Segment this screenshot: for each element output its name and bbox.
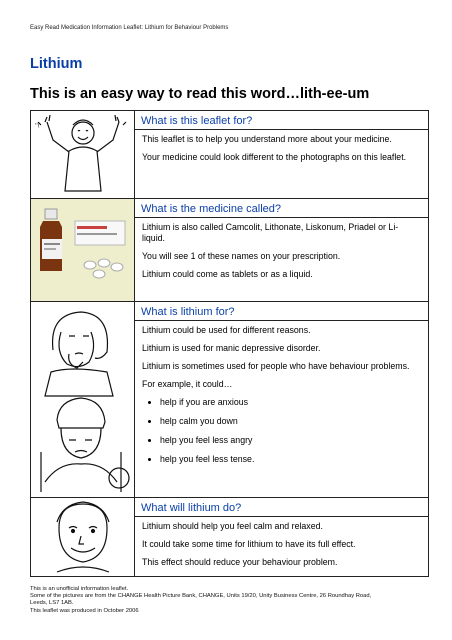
- paragraph: This leaflet is to help you understand more about your medicine.: [142, 134, 392, 144]
- cheering-person-icon: [31, 111, 134, 197]
- page-subtitle: This is an easy way to read this word…lith-ee-um: [30, 86, 370, 102]
- paragraph: You will see 1 of these names on your prescription.: [142, 251, 341, 261]
- section-what-will-do: [31, 497, 428, 576]
- paragraph: This effect should reduce your behaviour problem.: [142, 557, 338, 567]
- section-heading: What is the medicine called?: [135, 199, 428, 218]
- footer-line: This leaflet was produced in October 2006: [30, 607, 139, 614]
- footer-line: Some of the pictures are from the CHANGE Health Picture Bank, CHANGE, Units 19/20, Unity Business Centre, 26 Roundhay Road,: [30, 593, 372, 600]
- worried-people-illustration: [31, 302, 135, 497]
- list-item: • help you feel less angry: [160, 435, 420, 446]
- footer-line: Leeds, LS7 1AB.: [30, 600, 74, 607]
- bullet-list: [142, 397, 420, 465]
- calm-face-illustration: [31, 498, 135, 576]
- paragraph: For example, it could…: [142, 379, 233, 389]
- section-heading: What is this leaflet for?: [135, 111, 428, 130]
- svg-text:''(: ''(: [35, 123, 40, 129]
- section-heading: What is lithium for?: [135, 302, 428, 321]
- list-item: • help you feel less tense.: [160, 454, 420, 465]
- footer-line: This is an unofficial information leaflet.: [30, 586, 129, 592]
- list-item: • help calm you down: [160, 416, 420, 427]
- medicine-photo: [31, 199, 135, 301]
- section-what-for: [31, 301, 428, 497]
- section-heading: What will lithium do?: [135, 498, 428, 517]
- list-item: • help if you are anxious: [160, 397, 420, 408]
- page-title: Lithium: [30, 56, 83, 72]
- paragraph: Lithium is used for manic depressive disorder.: [142, 343, 321, 353]
- section-leaflet-purpose: [31, 111, 428, 198]
- smiling-face-icon: [31, 498, 134, 576]
- running-header: Easy Read Medication Information Leaflet: Lithium for Behaviour Problems: [30, 25, 229, 31]
- medicine-bottle-and-tablets-icon: [31, 199, 134, 301]
- paragraph: Lithium is also called Camcolit, Lithonate, Liskonum, Priadel or Li-liquid.: [142, 222, 399, 243]
- paragraph: Lithium could be used for different reasons.: [142, 325, 311, 335]
- paragraph: It could take some time for lithium to have its full effect.: [142, 539, 356, 549]
- paragraph: Lithium should help you feel calm and relaxed.: [142, 521, 323, 531]
- paragraph: Lithium could come as tablets or as a liquid.: [142, 269, 313, 279]
- paragraph: Your medicine could look different to the photographs on this leaflet.: [142, 152, 407, 162]
- happy-person-illustration: [31, 111, 135, 198]
- anxious-people-icon: [31, 302, 134, 497]
- section-medicine-name: [31, 198, 428, 301]
- paragraph: Lithium is sometimes used for people who have behaviour problems.: [142, 361, 410, 371]
- info-table: [30, 110, 429, 577]
- page-footer: [30, 586, 371, 615]
